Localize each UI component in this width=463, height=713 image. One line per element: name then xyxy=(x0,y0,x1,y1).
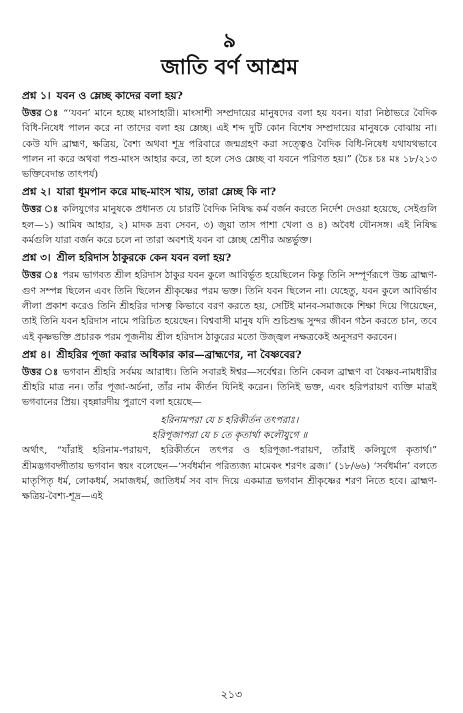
question-number: প্রশ্ন ৩। xyxy=(22,252,51,265)
question-text: শ্রীহরির পূজা করার অধিকার কার—ব্রাহ্মণের, না বৈষ্ণবের? xyxy=(56,348,302,361)
question-heading xyxy=(22,347,437,364)
question-number: প্রশ্ন ২। xyxy=(22,186,51,199)
page-number: ২১৩ xyxy=(220,688,243,701)
verse-line-1: হরিনামপরা যে চ হরিকীর্তন তৎপরাঃ। xyxy=(160,414,299,426)
answer-paragraph xyxy=(22,106,437,182)
answer-text: কলিযুগের মানুষকে প্রধানত যে চারটি বৈদিক নিষিদ্ধ কর্ম বর্জন করতে নির্দেশ দেওয়া হয়েছে, সেইগুলি হল—১) আমিষ আহার, ২) মাদক দ্রব্য সেবন, ৩) জুয়া তাস পাশা খেলা ও ৪) অবৈধ যৌনসঙ্গ। এই নিষিদ্ধ কর্মগুলি যারা বর্জন করে চলে না তারা অবশ্যই যবন বা ম্লেচ্ছ শ্রেণীর অন্তর্ভুক্ত। xyxy=(22,204,437,247)
question-number: প্রশ্ন ১। xyxy=(22,90,51,102)
qa-section-3 xyxy=(22,250,437,344)
question-text: যারা ধূমপান করে মাছ-মাংস খায়, তারা ম্লেচ্ছ কি না? xyxy=(56,186,277,199)
qa-section-4 xyxy=(22,347,437,411)
question-number: প্রশ্ন ৪। xyxy=(22,348,51,361)
answer-paragraph xyxy=(22,365,437,411)
chapter-title: জাতি বর্ণ আশ্রম xyxy=(160,54,299,79)
question-heading xyxy=(22,184,437,201)
answer-paragraph xyxy=(22,268,437,344)
answer-label: উত্তর ঃ xyxy=(22,366,59,378)
answer-text: পরম ভাগবত শ্রীল হরিদাস ঠাকুর যবন কুলে আবির্ভূত হয়েছিলেন কিন্তু তিনি সম্পূর্ণরূপে উচ্চ ব্রাহ্মণ-গুণ সম্পন্ন ছিলেন এবং তিনি ছিলেন শ্রীকৃষ্ণের পরম ভক্ত। তিনি যবন ছিলেন না। যেহেতু, যবন কুলে আবির্ভাব লীলা প্রকাশ করেও তিনি শ্রীহরির দাসত্ব কিভাবে বরণ করতে হয়, সেটিই মানব-সমাজকে শিক্ষা দিয়ে গিয়েছেন, তাই তিনি যবন হরিদাস নামে পরিচিত হয়েছেন। বিশ্ববাসী মানুষ যদি শুচিশুদ্ধ সুন্দর জীবন গঠন করতে চান, তবে এই কৃষ্ণভক্তি প্রচারক পরম পূজনীয় শ্রীল হরিদাস ঠাকুরের মতো উজ্জ্বল নক্ষত্রকেই অনুসরণ করবেন। xyxy=(22,270,437,343)
qa-section-1 xyxy=(22,88,437,182)
answer-label: উত্তর ঃ xyxy=(22,270,59,282)
question-heading xyxy=(22,250,437,267)
qa-section-2 xyxy=(22,184,437,248)
answer-text: “‘যবন’ মানে হচ্ছে মাংসাহারী। মাংসাশী সম্প্রদায়ের মানুষদের বলা হয় যবন। যারা নিষ্ঠাভরে বৈদিক বিধি-নিষেধ পালন করে না তাদের বলা হয় ম্লেচ্ছ। এই শব্দ দুটি কোন বিশেষ সম্প্রদায়ের মানুষকে বোঝায় না। কেউ যদি ব্রাহ্মণ, ক্ষত্রিয়, বৈশ্য অথবা শূদ্র পরিবারে জন্মগ্রহণ করা সত্ত্বেও বৈদিক বিধি-নিষেধ যথাযথভাবে পালন না করে অথবা পশু-মাংস আহার করে, তা হলে সেও ম্লেচ্ছ বা যবনে পরিণত হয়।” (চৈঃ চঃ মঃ ১৮/২১৩ ভক্তিবেদান্ত তাৎপর্য) xyxy=(22,108,438,181)
answer-label: উত্তর ঃ xyxy=(22,204,59,216)
question-text: যবন ও ম্লেচ্ছ কাদের বলা হয়? xyxy=(56,90,183,102)
closing-paragraph: অর্থাৎ, “যাঁরাই হরিনাম-পরায়ণ, হরিকীর্তনে তৎপর ও হরিপূজা-পরায়ণ, তাঁরাই কলিযুগে কৃতার্থ।” শ্রীমদ্ভগবদ্গীতায় ভগবান স্বয়ং বলেছেন—‘সর্বধর্মান পরিত্যজ্য মামেকং শরণং ব্রজ।’ (১৮/৬৬) ‘সর্বধর্মান’ বলতে মাতৃপিতৃ ধর্ম, লোকধর্ম, সমাজধর্ম, জাতিধর্ম সব বাদ দিয়ে একমাত্র ভগবান শ্রীকৃষ্ণের শরণ নিতে হবে। ব্রাহ্মণ-ক্ষত্রিয়-বৈশ্য-শূদ্র—এই xyxy=(22,445,437,503)
verse-line-2: হরিপূজাপরা যে চ তে কৃতার্থা কলৌযুগে ॥ xyxy=(151,430,308,442)
question-heading xyxy=(22,88,437,105)
answer-label: উত্তর ঃ xyxy=(22,108,60,119)
answer-paragraph xyxy=(22,202,437,248)
question-text: শ্রীল হরিদাস ঠাকুরকে কেন যবন বলা হয়? xyxy=(56,252,232,265)
chapter-number: ৯ xyxy=(223,28,236,52)
answer-text: ভগবান শ্রীহরি সর্বময় আরাধ্য। তিনি সবারই ঈশ্বর—সর্বেশ্বর। তিনি কেবল ব্রাহ্মণ বা বৈষ্ণব-নামধারীর শ্রীহরি মাত্র নন। তাঁর পূজা-অর্চনা, তাঁর নাম কীর্তন যিনিই করেন। তিনিই ভক্ত, এবং হরিপরায়ণ ব্যক্তি মাত্রই ভগবানের প্রিয়। বৃহন্নারদীয় পুরাণে বলা হয়েছে— xyxy=(22,366,437,409)
